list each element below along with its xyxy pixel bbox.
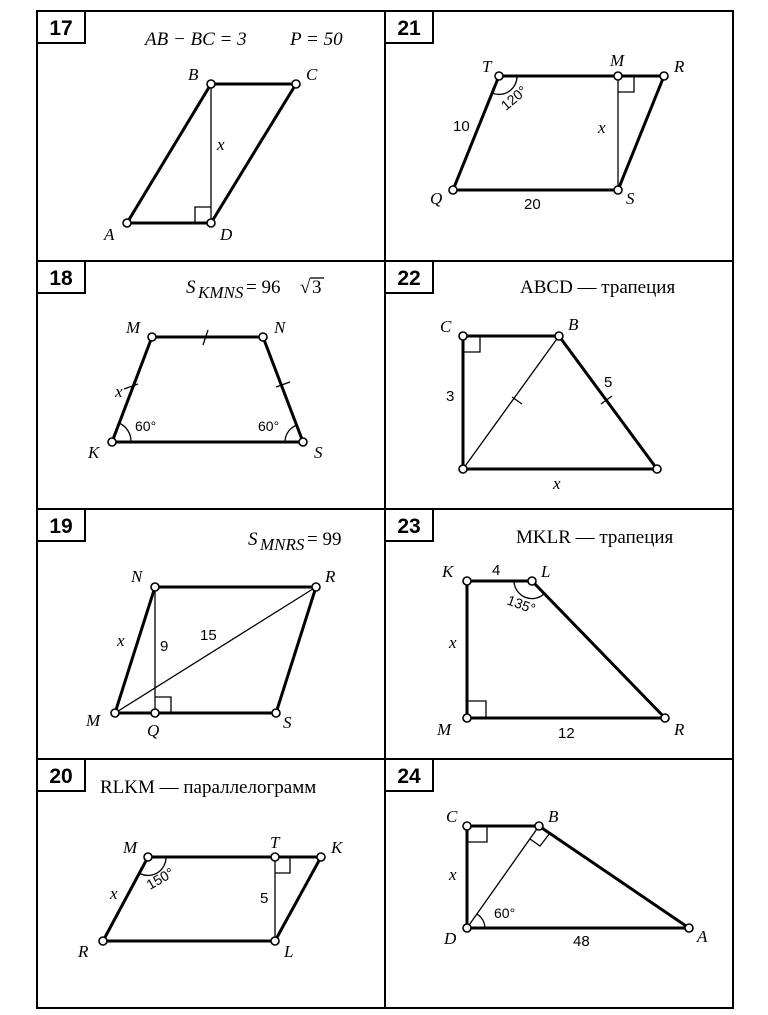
vertex-label-b: B — [188, 65, 199, 84]
unknown-x: x — [449, 865, 457, 884]
problem-number: 19 — [49, 515, 73, 538]
problem-number: 21 — [397, 17, 421, 40]
trapezoid-condition: MKLR — трапеция — [516, 527, 674, 548]
svg-text:= 96: = 96 — [246, 277, 281, 298]
problem-19 — [37, 509, 341, 740]
vertex-label-d: D — [444, 929, 457, 948]
problem-number: 20 — [49, 765, 73, 788]
angle-arc-s — [285, 425, 297, 442]
area-condition — [248, 529, 341, 554]
svg-text:= 99: = 99 — [307, 529, 342, 550]
vertex-label-k: K — [331, 838, 343, 857]
unknown-x: x — [117, 631, 125, 650]
vertex-label-l: L — [541, 562, 551, 581]
vertex-label-c: C — [446, 807, 458, 826]
vertex-label-m: M — [86, 711, 101, 730]
vertex-label-d: D — [220, 225, 233, 244]
vertex-label-c: C — [440, 317, 452, 336]
svg-text:√: √ — [300, 277, 311, 298]
vertex-label-t: T — [270, 833, 280, 852]
vertex-label-m: M — [126, 318, 141, 337]
vertex-label-k: K — [88, 443, 100, 462]
problem-number: 18 — [49, 267, 73, 290]
vertex-label-l: L — [284, 942, 294, 961]
vertex-label-r: R — [78, 942, 89, 961]
tick-mark — [512, 397, 522, 404]
problem-23 — [385, 509, 685, 742]
side-length: 10 — [453, 118, 470, 135]
svg-text:S: S — [186, 277, 196, 298]
svg-text:3: 3 — [312, 277, 322, 298]
parallelogram-rlkm — [103, 857, 321, 941]
area-condition — [186, 277, 324, 302]
vertex-label-t: T — [482, 57, 492, 76]
unknown-x: x — [115, 382, 123, 401]
height-value: 9 — [160, 638, 169, 655]
svg-text:MNRS: MNRS — [260, 535, 305, 554]
angle-value: 120° — [497, 82, 531, 114]
side-length: 3 — [446, 388, 455, 405]
vertex-label-n: N — [131, 567, 143, 586]
problem-21 — [385, 11, 685, 213]
parallelogram-tqsr — [453, 76, 664, 190]
problem-22 — [385, 261, 675, 493]
vertex-label-m: M — [610, 51, 625, 70]
problem-number: 22 — [397, 267, 421, 290]
base-length: 20 — [524, 196, 541, 213]
vertex-label-m: M — [123, 838, 138, 857]
vertex-label-r: R — [325, 567, 336, 586]
vertex-label-k: K — [442, 562, 454, 581]
angle-value: 150° — [143, 864, 177, 893]
diagonal-mr — [115, 587, 316, 713]
svg-text:S: S — [248, 529, 258, 550]
angle-value: 60° — [494, 905, 516, 921]
vertex-label-b: B — [548, 807, 559, 826]
vertex-label-c: C — [306, 65, 318, 84]
vertex-label-s: S — [283, 713, 292, 732]
vertex-label-a: A — [104, 225, 115, 244]
angle-arc-d — [477, 914, 485, 928]
height-value: 5 — [260, 890, 269, 907]
vertex-label-m: M — [437, 720, 452, 739]
vertex-label-s: S — [626, 189, 635, 208]
trapezoid-condition: ABCD — трапеция — [520, 277, 676, 298]
top-length: 4 — [492, 562, 501, 579]
angle-left: 60° — [135, 418, 157, 434]
condition-perimeter: P = 50 — [290, 29, 343, 50]
slant-length: 5 — [604, 374, 613, 391]
problem-number: 23 — [397, 515, 421, 538]
problem-18 — [37, 261, 324, 462]
problem-20 — [37, 759, 344, 961]
problem-17 — [37, 11, 343, 244]
vertex-label-r: R — [674, 720, 685, 739]
diagonal-value: 15 — [200, 627, 217, 644]
trapezoid-mklr — [467, 581, 665, 718]
vertex-label-q: Q — [147, 721, 160, 740]
base-length: 12 — [558, 725, 575, 742]
angle-value: 135° — [504, 591, 538, 617]
vertex-label-n: N — [274, 318, 286, 337]
problem-number: 17 — [49, 17, 73, 40]
base-length: 48 — [573, 933, 590, 950]
angle-right: 60° — [258, 418, 280, 434]
problem-number: 24 — [397, 765, 421, 788]
unknown-x: x — [449, 633, 457, 652]
diagonal — [463, 336, 559, 469]
unknown-x: x — [553, 474, 561, 493]
unknown-x: x — [598, 118, 606, 137]
angle-arc-k — [119, 423, 131, 442]
svg-text:KMNS: KMNS — [198, 283, 244, 302]
trapezoid-abcd — [463, 336, 657, 469]
parallelogram-condition: RLKM — параллелограмм — [100, 777, 317, 798]
vertex-label-s: S — [314, 443, 323, 462]
unknown-x: x — [217, 135, 225, 154]
vertex-label-b: B — [568, 315, 579, 334]
condition-difference: AB − BC = 3 — [145, 29, 247, 50]
unknown-x: x — [110, 884, 118, 903]
vertex-label-a: A — [697, 927, 708, 946]
vertex-label-q: Q — [430, 189, 443, 208]
vertex-label-r: R — [674, 57, 685, 76]
problem-24 — [385, 759, 708, 950]
